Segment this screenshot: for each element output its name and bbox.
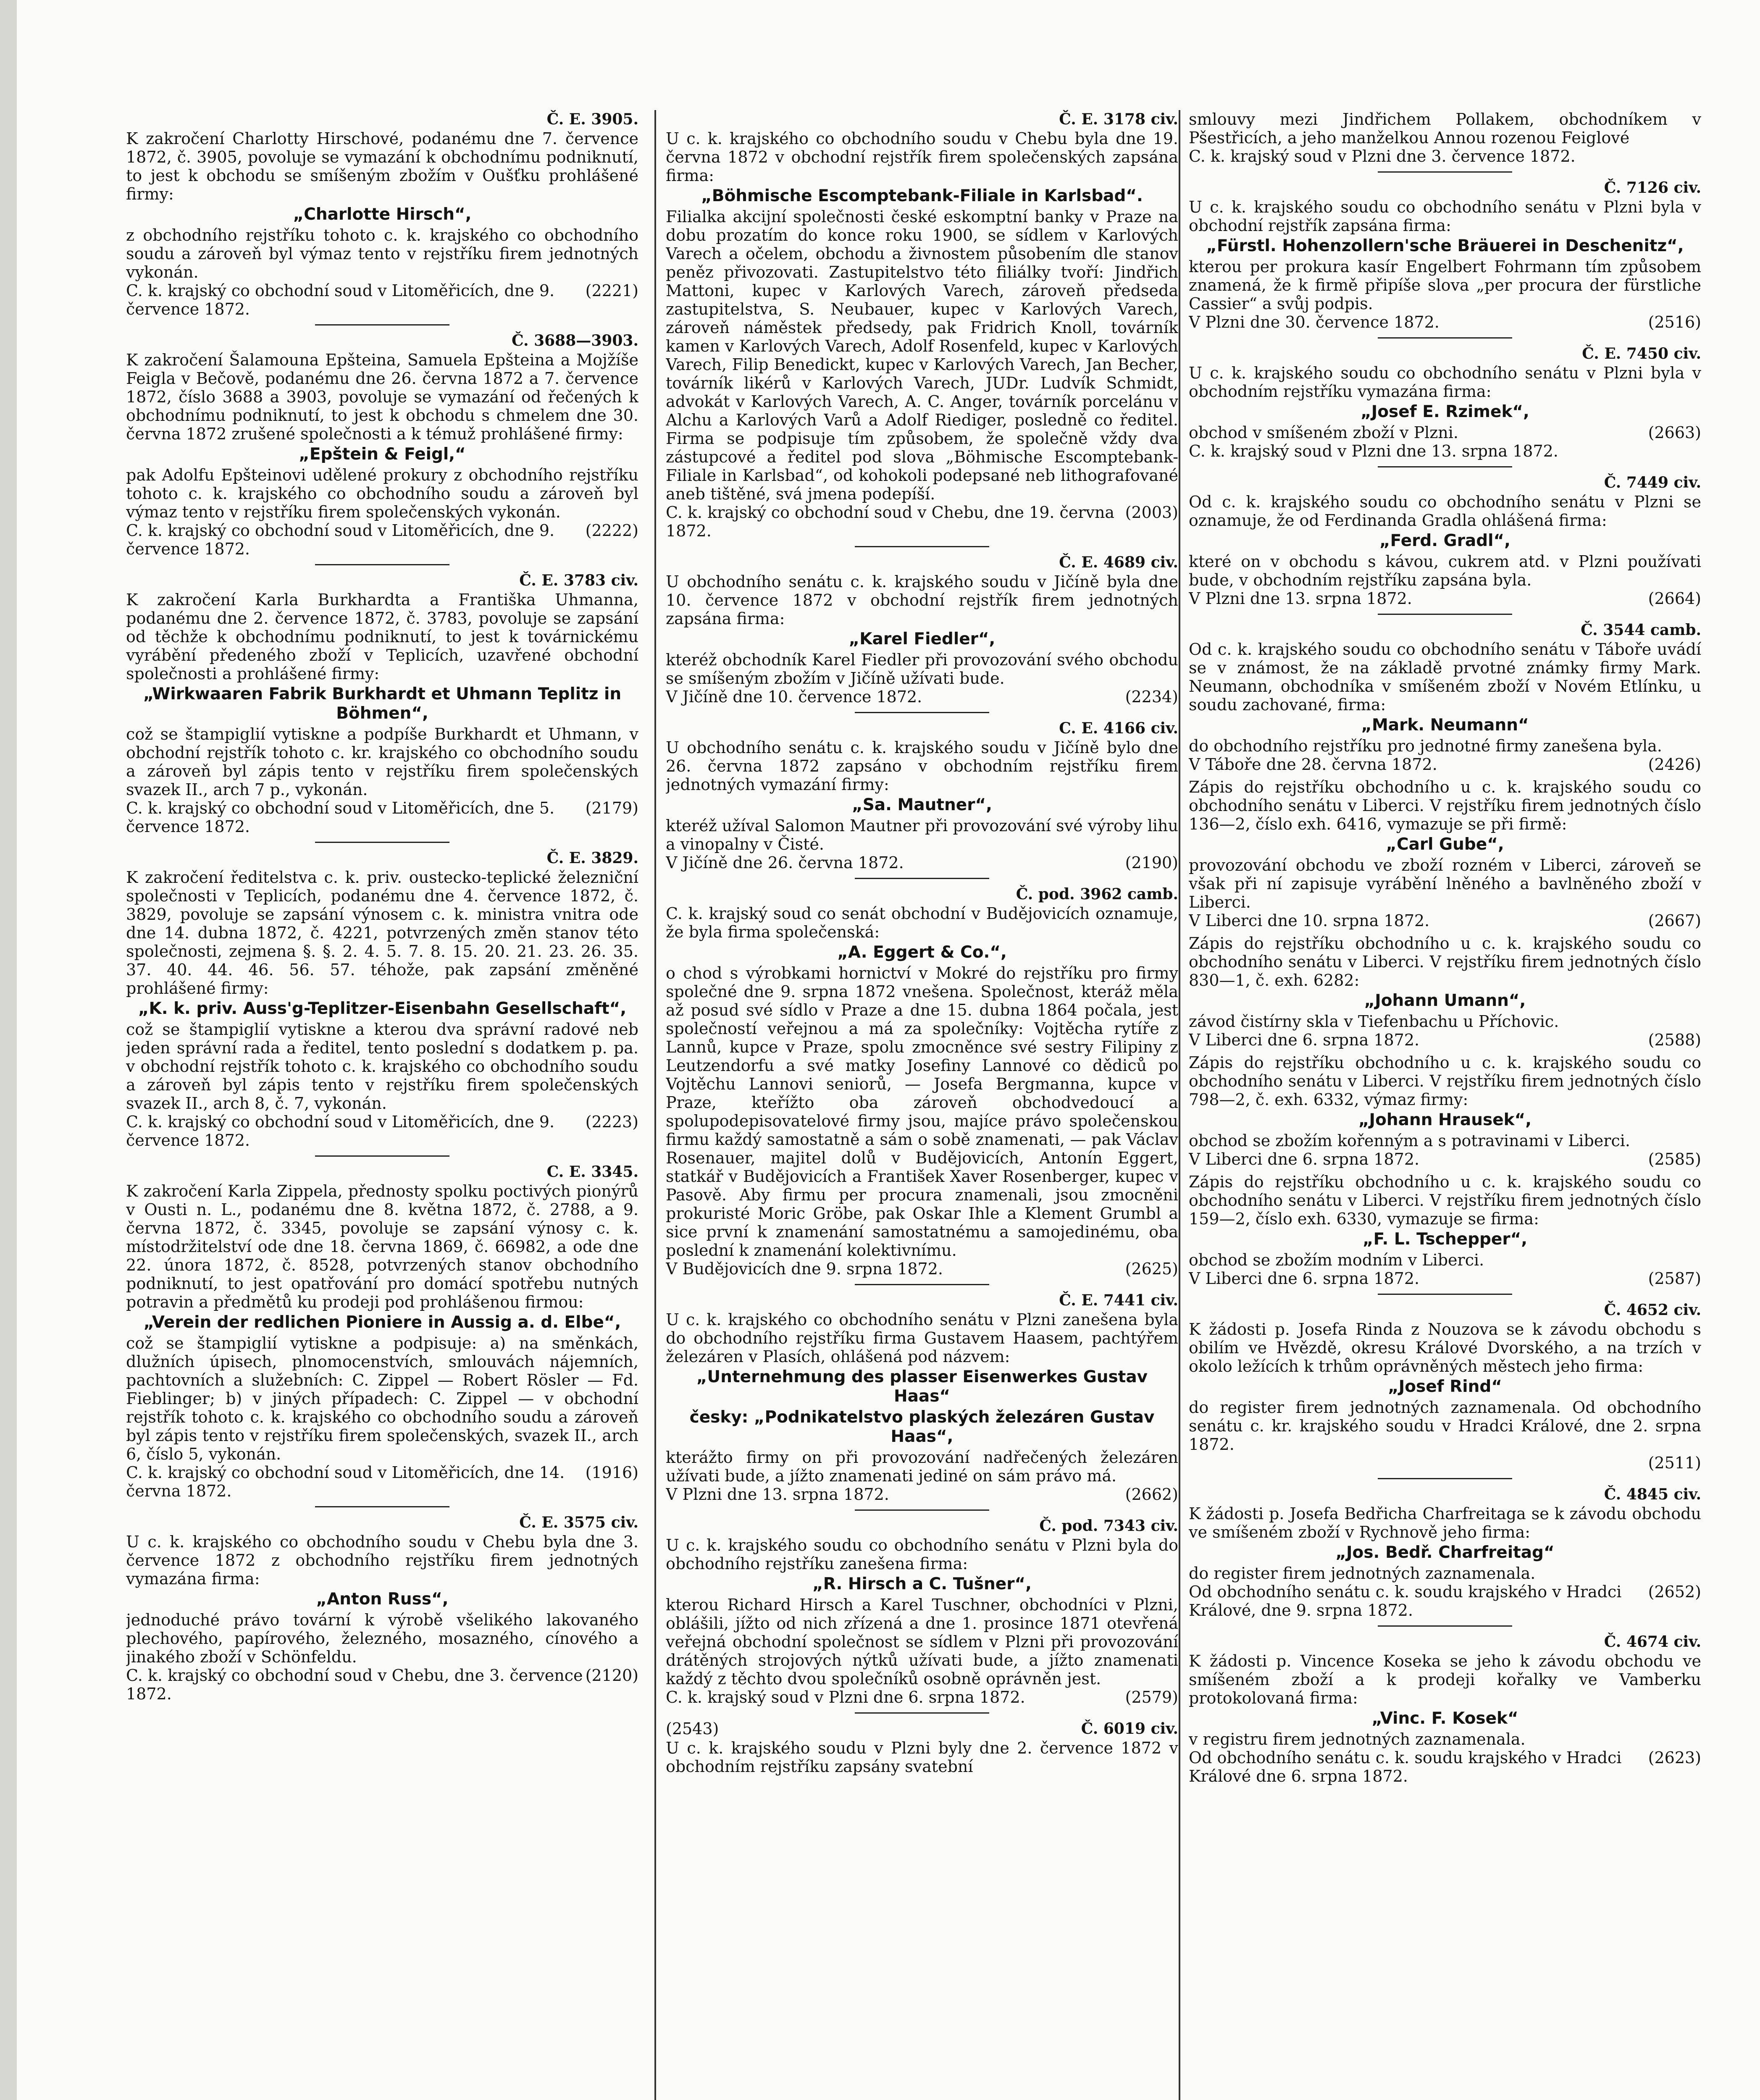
notice-text: U c. k. krajského soudu co obchodního senátu v Plzni byla v obchodním rejstříku vymazána firma: [1189, 364, 1701, 401]
notice-signature [1189, 1031, 1701, 1049]
notice-ref: (2623) [1648, 1748, 1701, 1767]
notice-signature [1189, 1269, 1701, 1288]
notice-ref: (2426) [1648, 755, 1701, 774]
notice-signature [126, 1463, 638, 1500]
firm-name: „Vinc. F. Kosek“ [1371, 1709, 1518, 1728]
firm-name: „A. Eggert & Co.“, [837, 943, 1007, 962]
notice-detail-text: pak Adolfu Epšteinovi udělené prokury z obchodního rejstříku tohoto c. k. krajského co obchodního soudu a zároveň byl výmaz tento v rejstříku firem společenských vykonán. [126, 466, 638, 521]
notice-number: Č. 4845 civ. [1604, 1486, 1701, 1503]
notice-text: Zápis do rejstříku obchodního u c. k. krajského soudu co obchodního senátu v Liberci. V rejstříku firem jednotných číslo 798—2, č. exh. 6332, výmaz firmy: [1189, 1053, 1701, 1109]
notice-place-date: V Plzni dne 13. srpna 1872. [666, 1485, 889, 1504]
notice-number: Č. E. 3783 civ. [519, 572, 638, 589]
notice-place-date: V Jičíně dne 26. června 1872. [666, 853, 904, 872]
notice-ref: (2511) [1648, 1454, 1701, 1472]
notice-number: Č. E. 3575 civ. [519, 1514, 638, 1531]
notice-place-date: C. k. krajský co obchodní soud v Litoměřicích, dne 9. července 1872. [126, 521, 555, 558]
firm-name: „Carl Gube“, [1386, 835, 1504, 854]
notice-detail [126, 725, 638, 799]
notice-text: C. k. krajský soud co senát obchodní v Budějovicích oznamuje, že byla firma společenská: [666, 904, 1178, 941]
notice-entry [666, 1509, 1178, 1706]
notice-detail [1189, 1564, 1701, 1583]
notice-number: Č. pod. 7343 civ. [1039, 1517, 1178, 1535]
firm-name: „Karel Fiedler“, [848, 630, 996, 648]
notice-signature [1189, 442, 1701, 460]
notice-separator [1378, 466, 1512, 467]
notice-ref: (2587) [1648, 1269, 1701, 1288]
notice-detail-text: kterážto firmy on při provozování nadřečených železáren užívati bude, a jížto znamenati jediné on sám právo má. [666, 1448, 1178, 1485]
scan-border-left [0, 0, 17, 2100]
notice-ref: (2234) [1125, 688, 1178, 706]
notice-place-date: V Táboře dne 28. června 1872. [1189, 755, 1437, 774]
notice-separator [855, 546, 989, 547]
notice-text: Zápis do rejstříku obchodního u c. k. krajského soudu co obchodního senátu v Liberci. V rejstříku firem jednotných číslo 136—2, číslo exh. 6416, vymazuje se při firmě: [1189, 778, 1701, 833]
notice-text: K žádosti p. Josefa Bedřicha Charfreitaga se k závodu obchodu ve smíšeném zboží v Rychnově jeho firma: [1189, 1504, 1701, 1541]
notice-entry [1189, 1625, 1701, 1785]
notice-ref: (2579) [1125, 1688, 1178, 1706]
notice-number: Č. 3688—3903. [511, 332, 638, 349]
notice-place-date: V Plzni dne 30. července 1872. [1189, 313, 1440, 331]
notice-place-date: V Liberci dne 10. srpna 1872. [1189, 911, 1430, 930]
notice-ref: (2585) [1648, 1150, 1701, 1168]
notice-place-date: C. k. krajský co obchodní soud v Chebu, dne 3. července 1872. [126, 1666, 583, 1703]
notice-entry [126, 1155, 638, 1500]
notice-text: U c. k. krajského soudu v Plzni byly dne 2. července 1872 v obchodním rejstříku zapsány svatební [666, 1739, 1178, 1776]
notice-signature [1189, 313, 1701, 331]
firm-name: „Sa. Mautner“, [852, 795, 992, 814]
firm-name: „Wirkwaaren Fabrik Burkhardt et Uhmann Teplitz in Böhmen“, [143, 685, 622, 723]
notice-detail [126, 466, 638, 521]
notice-signature [666, 1260, 1178, 1278]
notice-entry [1189, 1478, 1701, 1620]
notice-entry [1189, 171, 1701, 331]
notice-separator [855, 712, 989, 713]
notice-ref: (2663) [1648, 423, 1701, 442]
notice-place-date: V Liberci dne 6. srpna 1872. [1189, 1150, 1420, 1168]
notice-place-date: C. k. krajský co obchodní soud v Litoměřicích, dne 5. července 1872. [126, 799, 555, 836]
notice-place-date: C. k. krajský co obchodní soud v Litoměřicích, dne 14. června 1872. [126, 1463, 565, 1500]
notice-entry [1189, 1294, 1701, 1472]
notice-signature [1189, 1748, 1701, 1785]
column-2 [666, 110, 1178, 2100]
notice-entry [126, 564, 638, 836]
notice-entry [126, 110, 638, 318]
notice-separator [855, 878, 989, 879]
notice-detail-text: obchod v smíšeném zboží v Plzni. [1189, 423, 1459, 442]
notice-detail [126, 226, 638, 281]
notice-number: Č. E. 3829. [546, 849, 638, 867]
notice-entry [666, 110, 1178, 540]
notice-number: Č. E. 7441 civ. [1059, 1292, 1178, 1309]
notice-number: Č. 6019 civ. [1081, 1720, 1178, 1738]
firm-name: „R. Hirsch a C. Tušner“, [812, 1575, 1032, 1593]
column-3 [1189, 110, 1701, 2100]
firm-name: „Johann Hrausek“, [1358, 1110, 1532, 1129]
notice-separator [1378, 1625, 1512, 1627]
notice-entry [1189, 337, 1701, 460]
notice-entry [126, 842, 638, 1150]
notice-place-date: C. k. krajský soud v Plzni dne 3. července 1872. [1189, 147, 1576, 165]
notice-signature [126, 1113, 638, 1150]
notice-number: C. E. 3345. [546, 1163, 638, 1181]
notice-entry [1189, 1173, 1701, 1288]
notice-detail [666, 1448, 1178, 1485]
notice-detail [1189, 1131, 1701, 1150]
firm-name: „K. k. priv. Auss'g-Teplitzer-Eisenbahn Gesellschaft“, [138, 999, 627, 1018]
notice-separator [1378, 614, 1512, 615]
notice-ref: (2223) [585, 1113, 638, 1131]
notice-ref: (2652) [1648, 1583, 1701, 1601]
notice-text: K zakročení Charlotty Hirschové, podanému dne 7. července 1872, č. 3905, povoluje se vymazání k obchodnímu podniknutí, to jest k obchodu se smíšeným zbožím v Oušťku prohlášené firmy: [126, 129, 638, 203]
notice-detail [666, 1596, 1178, 1688]
notice-detail-text: provozování obchodu ve zboží rozném v Liberci, zároveň se však při ní zapisuje vyrábění lněného a bavlněného zboží v Liberci. [1189, 856, 1701, 911]
notice-lead-ref [666, 1719, 1178, 1739]
notice-detail-text: o chod s výrobkami hornictví v Mokré do rejstříku pro firmy společné dne 9. srpna 1872 vnešena. Společnost, kteráž měla až posud své sídlo v Praze a dne 15. dubna 1864 počala, jest společností veřejnou a má za společníky: Vojtěcha rytíře z Lannů, kupce v Praze, spolu zmocněnce své sestry Filipiny z Leutzendorfu a své matky Josefiny Lannové co dědiců po Vojtěchu Lannovi seniorů, — Josefa Bergmanna, kupce v Praze, kteřížto oba zároveň obchodvedoucí a spolupodepisovatelové firmy jsou, majíce právo společenskou firmu každý samostatně a sám o sobě znamenati, — pak Václav Rosenauer, majitel dolů v Budějovicích, Antonín Eggert, statkář v Budějovicích a František Xaver Rosenberger, kupec v Pasově. Aby firmu per procura znamenali, jsou zmocněni prokuristé Moric Gröbe, pak Oskar Ihle a Klement Grumbl a sice první k znamenání samostatnému a samojedinému, oba poslední k znamenání kolektivnímu. [666, 964, 1178, 1260]
notice-detail [1189, 1012, 1701, 1031]
firm-name: „Fürstl. Hohenzollern'sche Bräuerei in Deschenitz“, [1206, 236, 1684, 255]
notice-text: U obchodního senátu c. k. krajského soudu v Jičíně bylo dne 26. června 1872 zapsáno v obchodním rejstříku firem jednotných vymazání firmy: [666, 738, 1178, 794]
notice-ref: (2222) [585, 521, 638, 540]
notice-detail [1189, 737, 1701, 755]
notice-text: K zakročení Karla Burkhardta a Františka Uhmanna, podanému dne 2. července 1872, č. 3783, povoluje se zapsání od těchže k obchodnímu podniknutí, to jest k továrnickému vyrábění předeného zboží v Teplicích, uzavřené obchodní společnosti a prohlášené firmy: [126, 591, 638, 683]
column-1 [126, 110, 638, 2100]
notice-detail-text: což se štampiglií vytiskne a kterou dva správní radové neb jeden správní rada a ředitel, tento poslední s dodatkem p. pa. v obchodní rejstřík tohoto c. k. krajského co obchodního soudu a zároveň byl zápis tento v rejstříku firem společenských svazek II., arch 8, č. 7, vykonán. [126, 1020, 638, 1113]
notice-number: Č. E. 3178 civ. [1059, 110, 1178, 128]
notice-ref: (2588) [1648, 1031, 1701, 1049]
notice-signature [126, 1666, 638, 1703]
notice-place-date: V Liberci dne 6. srpna 1872. [1189, 1031, 1420, 1049]
notice-detail [666, 816, 1178, 853]
notice-detail [1189, 1398, 1701, 1454]
notice-text: K zakročení Šalamouna Epšteina, Samuela Epšteina a Mojžíše Feigla v Bečově, podanému dne 26. června 1872 a 7. července 1872, číslo 3688 a 3903, povoluje se vymazání od řečených k obchodnímu podniknutí, to jest k obchodu s chmelem dne 30. června 1872 zrušené společnosti a k témuž prohlášené firmy: [126, 351, 638, 443]
notice-detail [1189, 257, 1701, 313]
notice-detail [126, 1334, 638, 1463]
firm-name: „Johann Umann“, [1364, 991, 1526, 1010]
notice-text: K žádosti p. Vincence Koseka se jeho k závodu obchodu ve smíšeném zboží a k prodeji kořalky ve Vamberku protokolovaná firma: [1189, 1652, 1701, 1707]
notice-signature [1189, 147, 1701, 165]
notice-place-date: C. k. krajský co obchodní soud v Litoměřicích, dne 9. července 1872. [126, 1113, 555, 1150]
notice-place-date: V Liberci dne 6. srpna 1872. [1189, 1269, 1420, 1288]
notice-entry [1189, 614, 1701, 774]
notice-detail [126, 1020, 638, 1113]
notice-separator [1378, 1294, 1512, 1295]
notice-ref: (2625) [1125, 1260, 1178, 1278]
notice-ref: (2120) [585, 1666, 638, 1685]
notice-detail-text: kteréž obchodník Karel Fiedler při provozování svého obchodu se smíšeným zbožím v Jičíně užívati bude. [666, 651, 1178, 688]
notice-entry [126, 1506, 638, 1703]
notice-separator [315, 1155, 449, 1157]
notice-place-date: C. k. krajský soud v Plzni dne 13. srpna 1872. [1189, 442, 1558, 460]
notice-ref: (2003) [1125, 503, 1178, 522]
notice-signature [1189, 1150, 1701, 1168]
notice-signature [126, 521, 638, 558]
notice-number: Č. 4652 civ. [1604, 1301, 1701, 1319]
notice-detail [126, 1611, 638, 1666]
firm-name: „Unternehmung des plasser Eisenwerkes Gustav Haas“ [696, 1368, 1148, 1406]
notice-separator [315, 842, 449, 843]
notice-text: K zakročení ředitelstva c. k. priv. oustecko-teplické železniční společnosti v Teplicích, podanému dne 4. července 1872, č. 3829, povoluje se zapsání výnosem c. k. ministra vnitra ode dne 14. dubna 1872, č. 4221, potvrzených změn stanov této společnosti, zejmena §. §. 2. 4. 5. 7. 8. 15. 20. 21. 23. 26. 35. 37. 40. 44. 46. 56. 57. téhože, pak zapsání změněné prohlášené firmy: [126, 868, 638, 998]
notice-detail-text: Filialka akcijní společnosti české eskomptní banky v Praze na dobu prozatím do konce roku 1900, se sídlem v Karlových Varech a očelem, obchodu a živnostem působením dle stanov peněz přivozovati. Zastupitelstvo této filiálky tvoří: Jindřich Mattoni, kupec v Karlových Varech, zároveň předseda zastupitelstva, S. Neubauer, kupec v Karlových Varech, zároveň náměstek předsedy, pak Fridrich Knoll, továrník kamen v Karlových Varech, Adolf Rosenfeld, kupec v Karlových Varech, Filip Benedickt, kupec v Karlových Varech, Jan Becher, továrník likérů v Karlových Varech, JUDr. Ludvík Schmidt, advokát v Karlových Varech, A. C. Anger, továrník porcelánu v Alchu a Karlových Varů a Adolf Riediger, posledně co ředitel. Firma se podpisuje tím způsobem, že společně vždy dva zástupcové a ředitel pod slova „Böhmische Escomptebank-Filiale in Karlsbad“, od kohokoli podepsané neb lithografované aneb tištěné, svá jmena podepíší. [666, 207, 1178, 503]
notice-text: Zápis do rejstříku obchodního u c. k. krajského soudu co obchodního senátu v Liberci. V rejstříku firem jednotných číslo 830—1, č. exh. 6282: [1189, 934, 1701, 990]
notice-detail-text: v registru firem jednotných zaznamenala. [1189, 1730, 1526, 1748]
notice-detail-text: kterou Richard Hirsch a Karel Tuschner, obchodníci v Plzni, oblášili, jížto od nich zřízená a dne 1. prosince 1871 otevřená veřejná obchodní společnost se sídlem v Plzni při provozování drátěných strojových nýtků užívati bude, a jížto znamenati každý z těchto dvou společníků osobně oprávněn jest. [666, 1596, 1178, 1688]
notice-place-date: V Plzni dne 13. srpna 1872. [1189, 589, 1412, 608]
notice-entry [126, 324, 638, 558]
notice-text: U c. k. krajského soudu co obchodního senátu v Plzni byla do obchodního rejstříku zanešena firma: [666, 1536, 1178, 1573]
notice-entry [1189, 778, 1701, 930]
notice-text: smlouvy mezi Jindřichem Pollakem, obchodníkem v Pšestřicích, a jeho manželkou Annou rozenou Feiglové [1189, 110, 1701, 147]
notice-place-date: V Jičíně dne 10. července 1872. [666, 688, 922, 706]
notice-signature [126, 281, 638, 318]
notice-text: U c. k. krajského soudu co obchodního senátu v Plzni byla v obchodní rejstřík zapsána firma: [1189, 198, 1701, 235]
notice-number: Č. 4674 civ. [1604, 1633, 1701, 1651]
notice-detail-text: které on v obchodu s kávou, cukrem atd. v Plzni používati bude, v obchodním rejstříku zapsána byla. [1189, 552, 1701, 589]
firm-name: „Josef Rind“ [1388, 1377, 1502, 1396]
notice-signature [1189, 1583, 1701, 1620]
firm-name-czech: česky: „Podnikatelstvo plaských železáren Gustav Haas“, [689, 1408, 1155, 1446]
notice-detail-text: závod čistírny skla v Tiefenbachu u Příchovic. [1189, 1012, 1559, 1031]
column-rule [1179, 110, 1180, 2100]
notice-signature [1189, 589, 1701, 608]
notice-entry [666, 546, 1178, 706]
notice-text: U c. k. krajského co obchodního senátu v Plzni zanešena byla do obchodního rejstříku firma Gustavem Haasem, pachtýřem železáren v Plasích, ohlášená pod názvem: [666, 1310, 1178, 1366]
notice-text: Od c. k. krajského soudu co obchodního senátu v Táboře uvádí se v známost, že na základě prvotné známky firmy Mark. Neumann, obchodníka v smíšeném zboží v Novém Etlínku, u soudu zachované, firma: [1189, 640, 1701, 714]
notice-detail-text: což se štampiglií vytiskne a podpisuje: a) na směnkách, dlužních úpisech, plnomocenstvích, smlouvách nájemních, pachtovních a služebních: C. Zippel — Robert Rösler — Fd. Fieblinger; b) v jiných případech: C. Zippel — v obchodní rejstřík tohoto c. k. krajského co obchodního soudu a zároveň byl zápis tento v rejstříku firem společenských, svazek II., arch 6, číslo 5, vykonán. [126, 1334, 638, 1463]
notice-signature [1189, 911, 1701, 930]
notice-ref: (2516) [1648, 313, 1701, 331]
notice-signature [1189, 755, 1701, 774]
notice-place-date: Od obchodního senátu c. k. soudu krajského v Hradci Králové, dne 9. srpna 1872. [1189, 1583, 1622, 1620]
notice-separator [855, 1284, 989, 1285]
notice-text: U c. k. krajského co obchodního soudu v Chebu byla dne 19. června 1872 v obchodní rejstřík firem společenských zapsána firma: [666, 129, 1178, 185]
notice-signature [666, 1688, 1178, 1706]
notice-entry [1189, 1053, 1701, 1168]
firm-name: „Ferd. Gradl“, [1379, 531, 1510, 550]
notice-entry [1189, 934, 1701, 1049]
notice-detail-text: kteréž užíval Salomon Mautner při provozování své výroby lihu a vinopalny v Čisté. [666, 816, 1178, 853]
notice-signature [666, 688, 1178, 706]
notice-text: K zakročení Karla Zippela, přednosty spolku poctivých pionýrů v Ousti n. L., podanému dne 8. května 1872, č. 2788, a 9. června 1872, č. 3345, povoluje se zapsání výnosy c. k. místodržitelství ode dne 18. června 1869, č. 66982, a ode dne 22. února 1872, č. 8528, potvrzených stanov obchodního podniknutí, to jest opatřování pro domácí spotřebu nutných potravin a předmětů ku prodeji pod prohlášenou firmou: [126, 1182, 638, 1311]
notice-detail-text: do register firem jednotných zaznamenala. Od obchodního senátu c. kr. krajského soudu v Hradci Králové, dne 2. srpna 1872. [1189, 1398, 1701, 1454]
notice-number: Č. E. 7450 civ. [1582, 345, 1701, 362]
firm-name: „Charlotte Hirsch“, [293, 205, 472, 224]
notice-detail-text: což se štampiglií vytiskne a podpíše Burkhardt et Uhmann, v obchodní rejstřík tohoto c. kr. krajského co obchodního soudu a zároveň byl zápis tento v rejstříku firem společenských svazek II., arch 7 p., vykonán. [126, 725, 638, 799]
firm-name: „Anton Russ“, [316, 1590, 449, 1609]
firm-name: „F. L. Tschepper“, [1362, 1230, 1528, 1249]
notice-detail-text: jednoduché právo tovární k výrobě všelikého lakovaného plechového, papírového, železného, mosazného, cínového a jinakého zboží v Schönfeldu. [126, 1611, 638, 1666]
notice-separator [315, 564, 449, 565]
column-rule [654, 110, 656, 2100]
notice-signature [666, 1485, 1178, 1504]
notice-number: C. E. 4166 civ. [1059, 719, 1178, 737]
notice-ref: (2662) [1125, 1485, 1178, 1504]
notice-detail [1189, 856, 1701, 911]
notice-separator [315, 324, 449, 326]
firm-name: „Verein der redlichen Pioniere in Aussig a. d. Elbe“, [143, 1313, 621, 1332]
notice-entry [666, 1712, 1178, 1776]
notice-text: Zápis do rejstříku obchodního u c. k. krajského soudu co obchodního senátu v Liberci. V rejstříku firem jednotných číslo 159—2, číslo exh. 6330, vymazuje se firma: [1189, 1173, 1701, 1228]
notice-separator [315, 1506, 449, 1507]
notice-text: U obchodního senátu c. k. krajského soudu v Jičíně byla dne 10. července 1872 v obchodní rejstřík firem jednotných zapsána firma: [666, 572, 1178, 628]
notice-detail [666, 651, 1178, 688]
notice-ref: (2543) [666, 1719, 719, 1738]
notice-place-date: V Budějovicích dne 9. srpna 1872. [666, 1260, 943, 1278]
notice-ref: (1916) [585, 1463, 638, 1482]
firm-name: „Böhmische Escomptebank-Filiale in Karlsbad“. [701, 186, 1143, 205]
notice-separator [1378, 1478, 1512, 1479]
notice-number: Č. E. 3905. [546, 110, 638, 128]
notice-ref: (2667) [1648, 911, 1701, 930]
notice-detail [666, 964, 1178, 1260]
notice-detail-text: do register firem jednotných zaznamenala. [1189, 1564, 1536, 1583]
notice-text: U c. k. krajského co obchodního soudu v Chebu byla dne 3. července 1872 z obchodního rejstříku firem jednotných vymazána firma: [126, 1533, 638, 1588]
notice-text: K žádosti p. Josefa Rinda z Nouzova se k závodu obchodu s obilím ve Hvězdě, okresu Králové Dvorského, a na trzích v okolo ležících k trhům oprávněných městech jeho firma: [1189, 1320, 1701, 1376]
notice-detail [1189, 1730, 1701, 1748]
firm-name: „Epštein & Feigl,“ [299, 445, 466, 464]
notice-detail [1189, 1251, 1701, 1269]
notice-number: Č. 7126 civ. [1604, 179, 1701, 197]
notice-detail [1189, 423, 1701, 442]
notice-detail [666, 207, 1178, 503]
firm-name: „Mark. Neumann“ [1361, 716, 1529, 735]
notice-signature [666, 853, 1178, 872]
notice-entry [666, 1284, 1178, 1504]
firm-name: „Jos. Bedř. Charfreitag“ [1335, 1543, 1555, 1562]
notice-text: Od c. k. krajského soudu co obchodního senátu v Plzni se oznamuje, že od Ferdinanda Gradla ohlášená firma: [1189, 493, 1701, 530]
notice-detail-text: obchod se zbožím kořenným a s potravinami v Liberci. [1189, 1131, 1630, 1150]
notice-separator [855, 1712, 989, 1714]
notice-number: Č. 3544 camb. [1581, 621, 1701, 639]
notice-detail-text: do obchodního rejstříku pro jednotné firmy zanešena byla. [1189, 737, 1662, 755]
notice-number: Č. pod. 3962 camb. [1016, 885, 1178, 903]
notice-number: Č. 7449 civ. [1604, 474, 1701, 491]
notice-place-date: C. k. krajský soud v Plzni dne 6. srpna 1872. [666, 1688, 1025, 1706]
notice-detail-text: z obchodního rejstříku tohoto c. k. krajského co obchodního soudu a zároveň byl výmaz tento v rejstříku firem jednotných vykonán. [126, 226, 638, 281]
notice-place-date: C. k. krajský co obchodní soud v Litoměřicích, dne 9. července 1872. [126, 281, 555, 318]
firm-name: „Josef E. Rzimek“, [1361, 402, 1529, 421]
notice-detail-text: kterou per prokura kasír Engelbert Fohrmann tím způsobem znamená, že k firmě připíše slova „per procura der fürstliche Cassier“ a svůj podpis. [1189, 257, 1701, 313]
notice-number: Č. E. 4689 civ. [1059, 554, 1178, 571]
notice-separator [855, 1509, 989, 1511]
notice-ref: (2190) [1125, 853, 1178, 872]
notice-entry [666, 878, 1178, 1278]
notice-place-date: C. k. krajský co obchodní soud v Chebu, dne 19. června 1872. [666, 503, 1115, 540]
notice-signature [126, 799, 638, 836]
notice-signature [1189, 1454, 1701, 1472]
notice-separator [1378, 171, 1512, 173]
notice-detail-text: obchod se zbožím modním v Liberci. [1189, 1251, 1484, 1269]
notice-detail [1189, 552, 1701, 589]
notice-ref: (2179) [585, 799, 638, 817]
notice-ref: (2221) [585, 281, 638, 300]
notice-signature [666, 503, 1178, 540]
notice-place-date: Od obchodního senátu c. k. soudu krajského v Hradci Králové dne 6. srpna 1872. [1189, 1748, 1622, 1785]
notice-separator [1378, 337, 1512, 339]
notice-entry [666, 712, 1178, 872]
notice-entry [1189, 110, 1701, 165]
notice-entry [1189, 466, 1701, 608]
notice-ref: (2664) [1648, 589, 1701, 608]
